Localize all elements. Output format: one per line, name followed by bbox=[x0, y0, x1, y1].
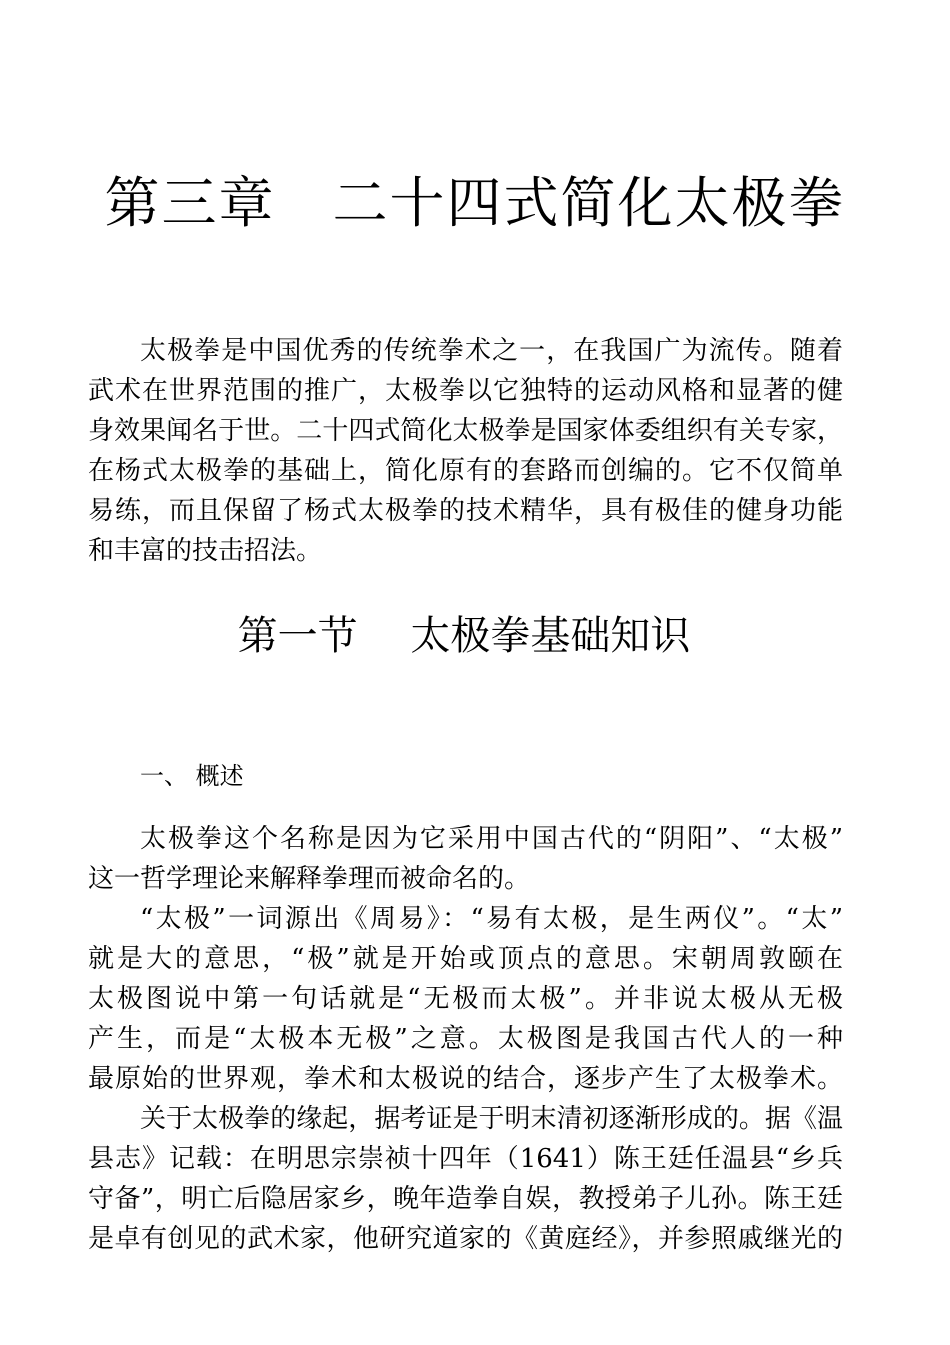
chapter-title: 第三章 二十四式简化太极拳 bbox=[104, 171, 846, 235]
section-title: 第一节 太极拳基础知识 bbox=[237, 613, 691, 659]
text-line: 这一哲学理论来解释拳理而被命名的。 bbox=[88, 864, 531, 894]
text-line: 太极拳这个名称是因为它采用中国古代的“阴阳”、“太极” bbox=[140, 824, 843, 854]
text-line: 县志》记载：在明思宗崇祯十四年（1641）陈王廷任温县“乡兵 bbox=[88, 1144, 843, 1174]
text-line: 就是大的意思，“极”就是开始或顶点的意思。宋朝周敦颐在 bbox=[88, 944, 843, 974]
text-line: 最原始的世界观，拳术和太极说的结合，逐步产生了太极拳术。 bbox=[88, 1064, 843, 1094]
text-line: 易练，而且保留了杨式太极拳的技术精华，具有极佳的健身功能 bbox=[88, 496, 843, 526]
text-line: 是卓有创见的武术家，他研究道家的《黄庭经》，并参照戚继光的 bbox=[88, 1224, 843, 1254]
text-line: 身效果闻名于世。二十四式简化太极拳是国家体委组织有关专家， bbox=[88, 416, 843, 446]
text-line: 在杨式太极拳的基础上，简化原有的套路而创编的。它不仅简单 bbox=[88, 456, 843, 486]
text-line: 关于太极拳的缘起，据考证是于明末清初逐渐形成的。据《温 bbox=[140, 1104, 843, 1134]
text-line: 太极图说中第一句话就是“无极而太极”。并非说太极从无极 bbox=[88, 984, 843, 1014]
text-line: 产生，而是“太极本无极”之意。太极图是我国古代人的一种 bbox=[88, 1024, 843, 1054]
text-line: 守备”，明亡后隐居家乡，晚年造拳自娱，教授弟子儿孙。陈王廷 bbox=[88, 1184, 843, 1214]
text-line: “太极”一词源出《周易》：“易有太极，是生两仪”。“太” bbox=[140, 904, 843, 934]
subsection-heading: 一、 概述 bbox=[140, 762, 244, 790]
text-line: 和丰富的技击招法。 bbox=[88, 536, 323, 566]
text-line: 太极拳是中国优秀的传统拳术之一，在我国广为流传。随着 bbox=[140, 336, 843, 366]
body-text bbox=[88, 819, 843, 1259]
intro-paragraph bbox=[88, 331, 843, 571]
text-line: 武术在世界范围的推广，太极拳以它独特的运动风格和显著的健 bbox=[88, 376, 843, 406]
